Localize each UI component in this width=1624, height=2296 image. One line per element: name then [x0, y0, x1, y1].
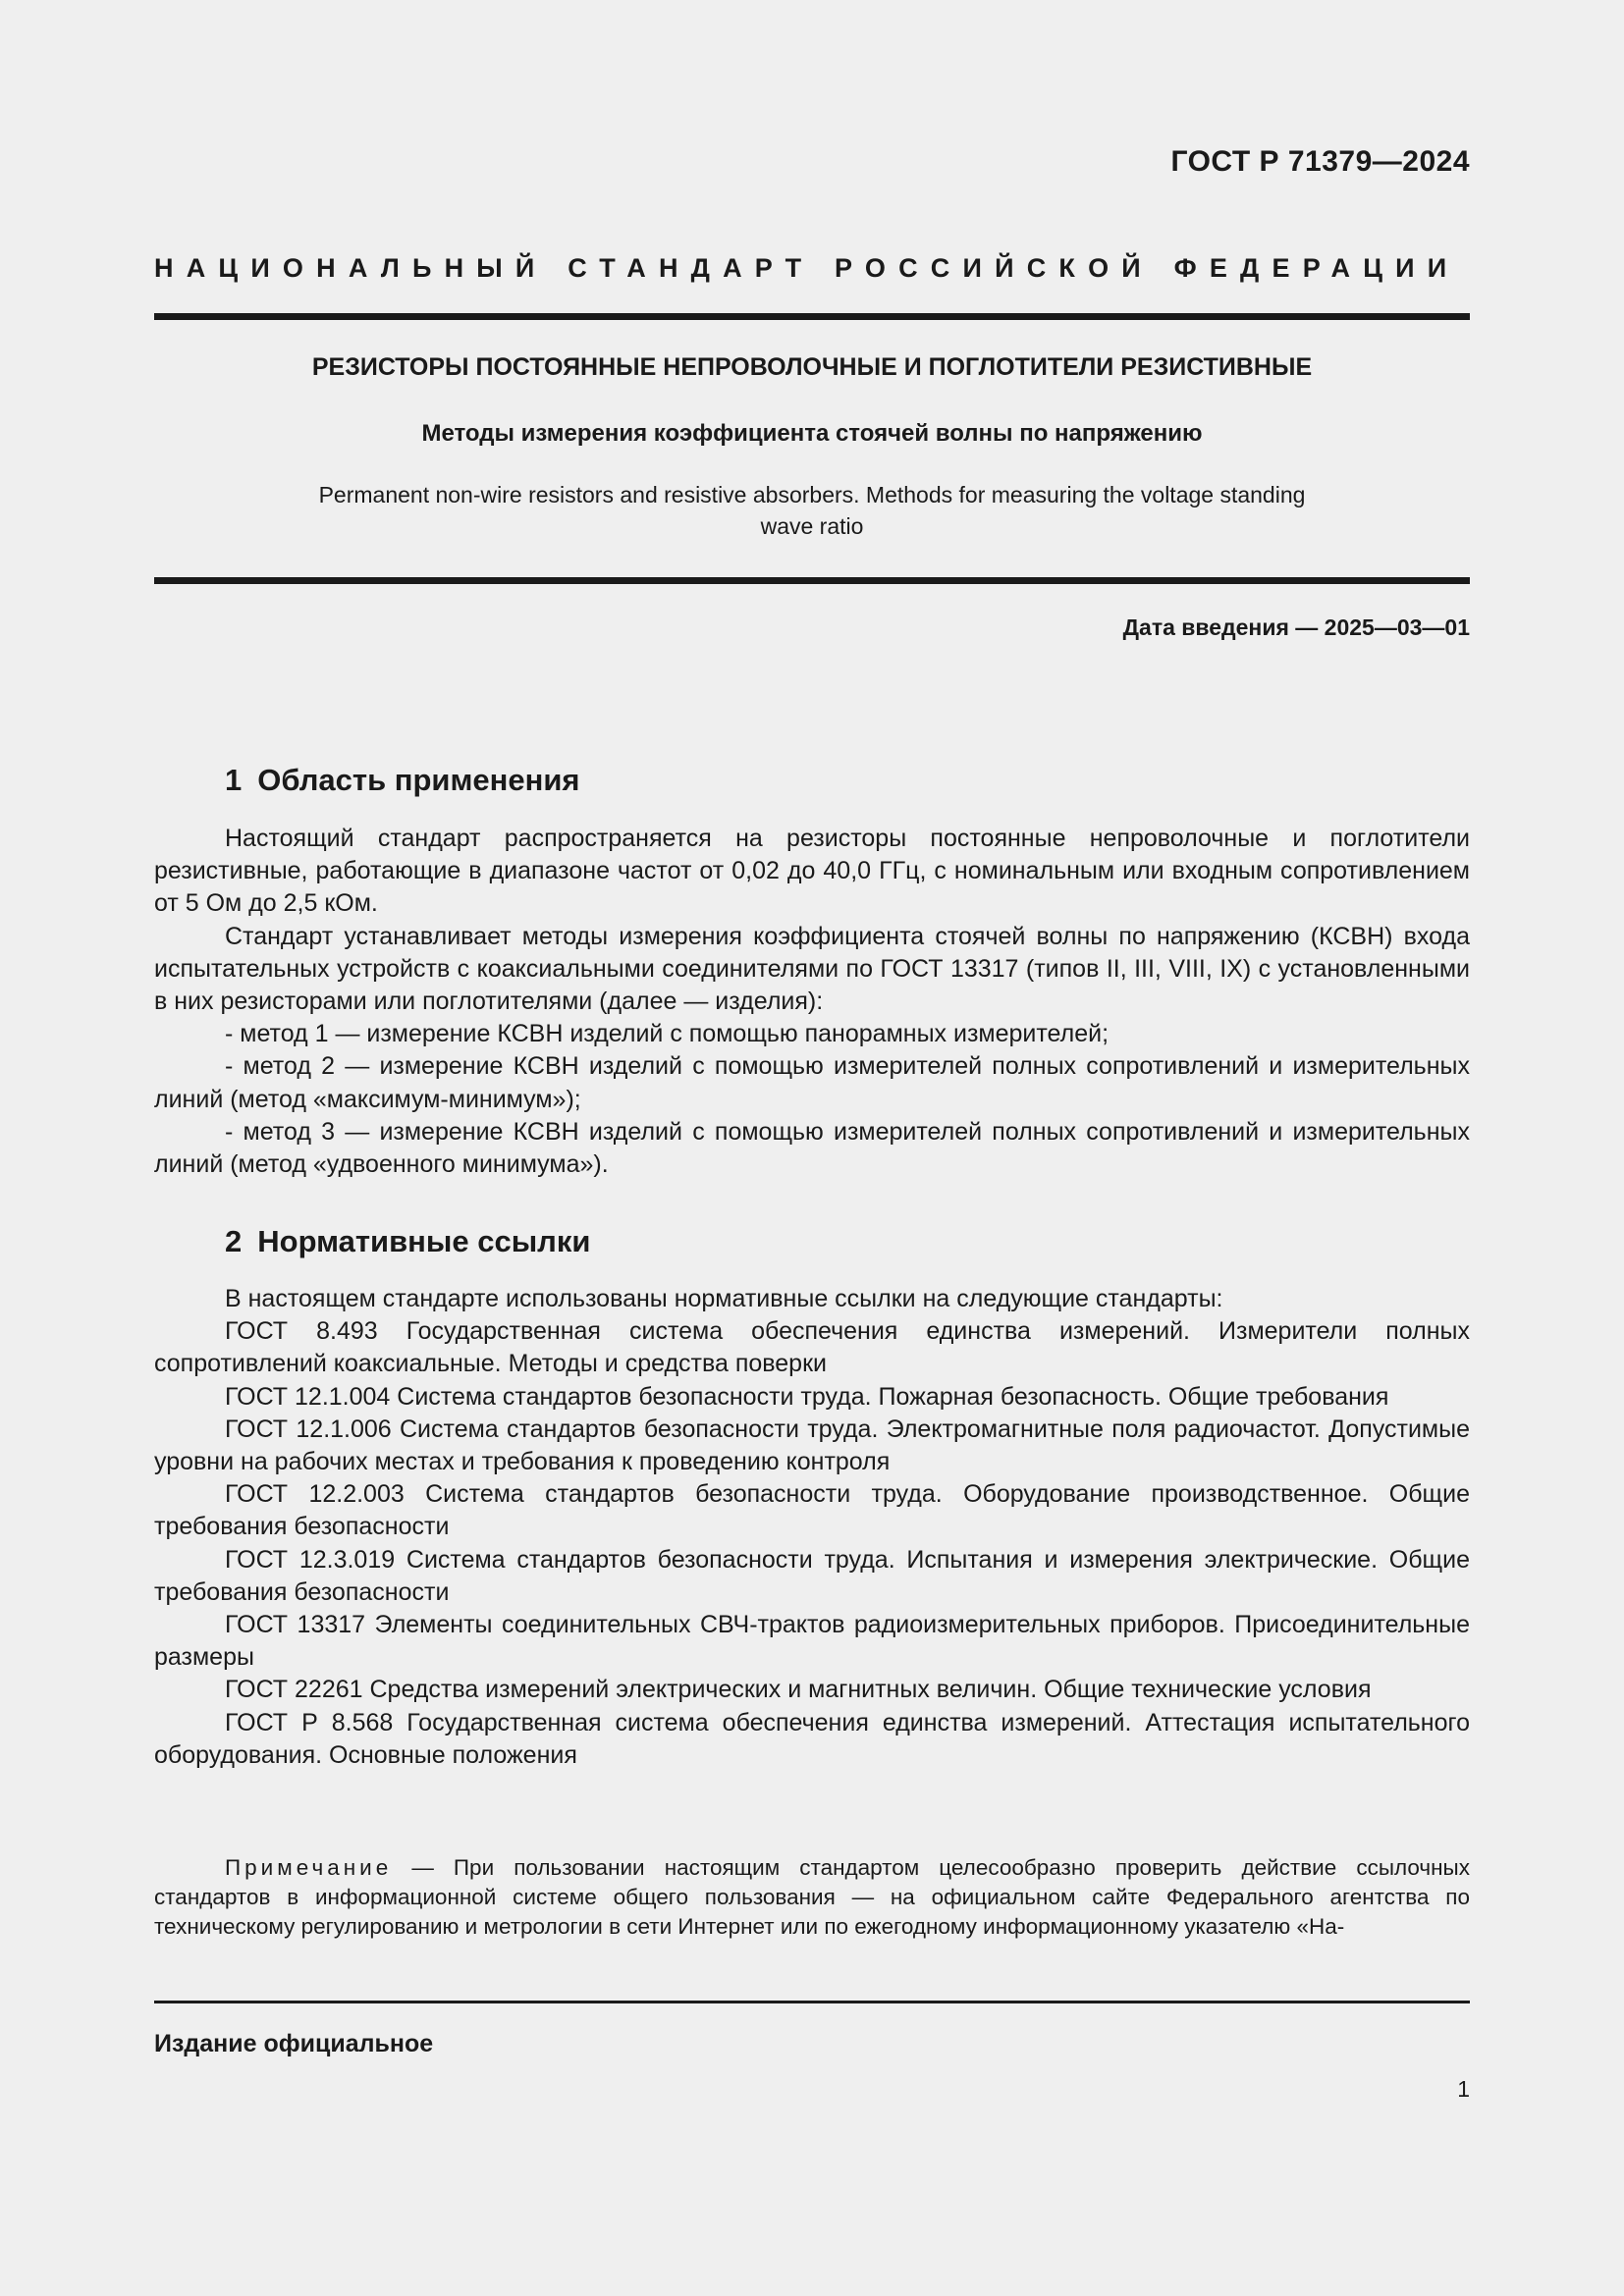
section-2-title: Нормативные ссылки [257, 1224, 591, 1258]
reference-item: ГОСТ Р 8.568 Государственная система обеспечения единства измерений. Аттестация испытательного оборудования. Основные положения [154, 1708, 1470, 1769]
reference-item: ГОСТ 13317 Элементы соединительных СВЧ-трактов радиоизмерительных приборов. Присоединительные размеры [154, 1611, 1470, 1672]
paragraph: Стандарт устанавливает методы измерения коэффициента стоячей волны по напряжению (КСВН) входа испытательных устройств с коаксиальными соединителями по ГОСТ 13317 (типов II, III, VIII, IX) с установленными в них резисторами или поглотителями (далее — изделия): [154, 922, 1470, 1016]
section-2-heading [225, 1224, 590, 1259]
title-divider [154, 577, 1470, 584]
document-page [154, 0, 1470, 2296]
list-item: - метод 3 — измерение КСВН изделий с помощью измерителей полных сопротивлений и измерительных линий (метод «удвоенного минимума»). [154, 1117, 1470, 1179]
introduction-date: Дата введения — 2025—03—01 [1122, 614, 1470, 640]
paragraph: В настоящем стандарте использованы нормативные ссылки на следующие стандарты: [225, 1285, 1223, 1312]
section-2-number: 2 [225, 1224, 243, 1258]
reference-item: ГОСТ 12.1.004 Система стандартов безопасности труда. Пожарная безопасность. Общие требования [225, 1382, 1389, 1411]
list-item: - метод 2 — измерение КСВН изделий с помощью измерителей полных сопротивлений и измерительных линий (метод «максимум-минимум»); [154, 1052, 1470, 1113]
list-item: - метод 1 — измерение КСВН изделий с помощью панорамных измерителей; [225, 1020, 1110, 1048]
header-divider [154, 313, 1470, 320]
section-1-number: 1 [225, 763, 243, 797]
section-1-heading [225, 763, 580, 798]
section-2-body [154, 1283, 1470, 1772]
note-label: Примечание [225, 1855, 393, 1880]
reference-item: ГОСТ 12.3.019 Система стандартов безопасности труда. Испытания и измерения электрические. Общие требования безопасности [154, 1545, 1470, 1606]
document-title: РЕЗИСТОРЫ ПОСТОЯННЫЕ НЕПРОВОЛОЧНЫЕ И ПОГЛОТИТЕЛИ РЕЗИСТИВНЫЕ [311, 353, 1313, 381]
reference-item: ГОСТ 12.1.006 Система стандартов безопасности труда. Электромагнитные поля радиочастот. Допустимые уровни на рабочих местах и требования к проведению контроля [154, 1415, 1470, 1476]
footer-divider [154, 2001, 1470, 2003]
reference-item: ГОСТ 12.2.003 Система стандартов безопасности труда. Оборудование производственное. Общие требования безопасности [154, 1480, 1470, 1541]
document-subtitle: Методы измерения коэффициента стоячей волны по напряжению [421, 420, 1203, 447]
document-number: ГОСТ Р 71379—2024 [1170, 145, 1470, 178]
standard-type-heading: НАЦИОНАЛЬНЫЙ СТАНДАРТ РОССИЙСКОЙ ФЕДЕРАЦИИ [154, 253, 1460, 283]
reference-item: ГОСТ 8.493 Государственная система обеспечения единства измерений. Измерители полных сопротивлений коаксиальные. Методы и средства поверки [154, 1317, 1470, 1378]
note [154, 1853, 1470, 1942]
paragraph: Настоящий стандарт распространяется на резисторы постоянные непроволочные и поглотители резистивные, работающие в диапазоне частот от 0,02 до 40,0 ГГц, с номинальным или входным сопротивлением от 5 Ом до 2,5 кОм. [154, 825, 1470, 918]
page-number: 1 [1457, 2076, 1470, 2102]
section-1-title: Область применения [257, 763, 580, 797]
reference-item: ГОСТ 22261 Средства измерений электрических и магнитных величин. Общие технические условия [225, 1676, 1372, 1704]
note-text: — При пользовании настоящим стандартом целесообразно проверить действие ссылочных стандартов в информационной системе общего пользования — на официальном сайте Федерального агентства по техническому регулированию и метрологии в сети Интернет или по ежегодному информационному указателю «На- [154, 1855, 1470, 1939]
edition-label: Издание официальное [154, 2030, 434, 2057]
document-title-english: Permanent non-wire resistors and resistive absorbers. Methods for measuring the voltage standing wave ratio [318, 482, 1306, 539]
section-1-body [154, 823, 1470, 1181]
